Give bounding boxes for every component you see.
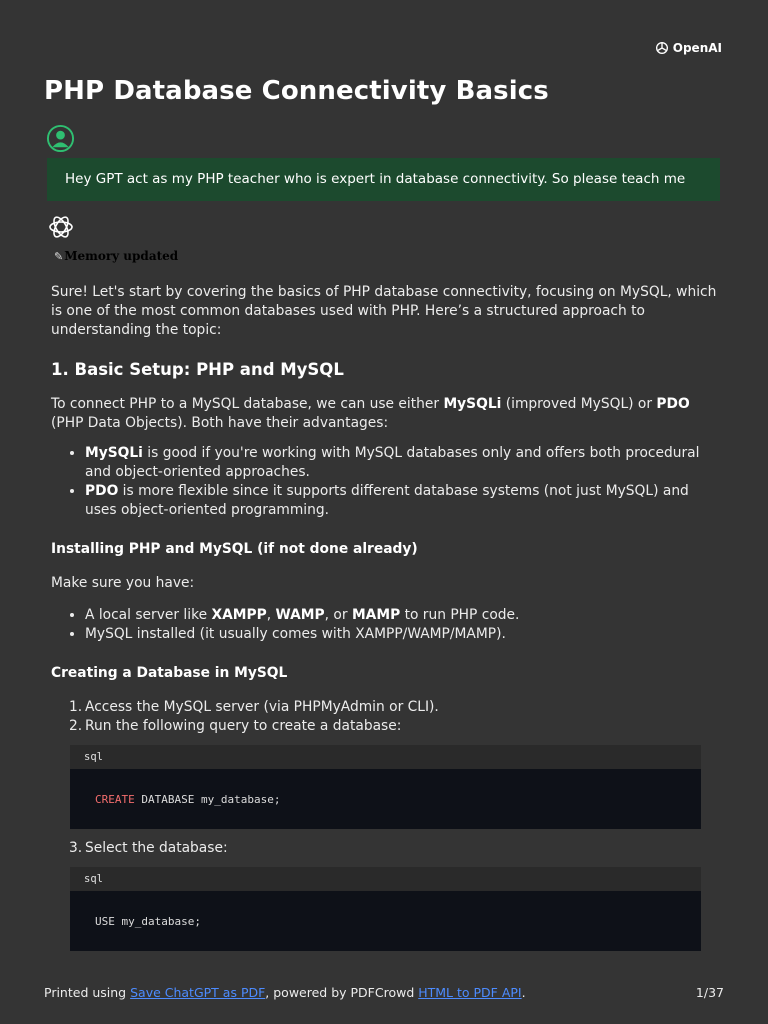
text: (PHP Data Objects). Both have their advantages: bbox=[51, 415, 389, 431]
pencil-icon: ✎ bbox=[54, 249, 64, 263]
text: , powered by PDFCrowd bbox=[265, 985, 419, 1000]
code-block bbox=[70, 745, 701, 829]
bold-text: MySQLi bbox=[85, 445, 143, 461]
bold-text: PDO bbox=[85, 483, 119, 499]
save-chatgpt-pdf-link[interactable]: Save ChatGPT as PDF bbox=[130, 985, 266, 1000]
text: A local server like bbox=[85, 607, 212, 623]
list-number: 1. bbox=[69, 699, 83, 715]
advantages-list bbox=[51, 444, 719, 520]
connect-paragraph bbox=[51, 395, 719, 433]
requirements-list bbox=[51, 606, 719, 644]
bold-text: PDO bbox=[656, 396, 690, 412]
bold-text: XAMPP bbox=[211, 607, 267, 623]
code-text: DATABASE my_database; bbox=[134, 793, 281, 806]
list-item bbox=[69, 717, 719, 829]
text: to run PHP code. bbox=[400, 607, 520, 623]
subheading-create: Creating a Database in MySQL bbox=[51, 665, 288, 681]
list-item: • MySQL installed (it usually comes with XAMPP/WAMP/MAMP). bbox=[85, 625, 719, 644]
text: To connect PHP to a MySQL database, we can use either bbox=[51, 396, 444, 412]
text: is more flexible since it supports different database systems (not just MySQL) and uses object-oriented programming. bbox=[85, 483, 689, 518]
bold-text: MySQLi bbox=[443, 396, 502, 412]
code-language-label: sql bbox=[70, 745, 701, 769]
brand-name: OpenAI bbox=[672, 41, 722, 55]
text: , or bbox=[324, 607, 352, 623]
list-item bbox=[69, 839, 719, 951]
page-title: PHP Database Connectivity Basics bbox=[44, 76, 549, 106]
html-to-pdf-api-link[interactable]: HTML to PDF API bbox=[418, 985, 522, 1000]
footer bbox=[44, 985, 724, 1000]
memory-updated-notice bbox=[54, 249, 178, 263]
subheading-install: Installing PHP and MySQL (if not done already) bbox=[51, 541, 418, 557]
openai-logo-icon bbox=[654, 40, 670, 56]
section-heading-setup: 1. Basic Setup: PHP and MySQL bbox=[51, 360, 344, 379]
text: Printed using bbox=[44, 985, 131, 1000]
make-sure-paragraph: Make sure you have: bbox=[51, 575, 195, 591]
chatgpt-logo-icon bbox=[47, 213, 75, 241]
text: . bbox=[521, 985, 526, 1000]
code-content[interactable] bbox=[70, 891, 701, 951]
user-avatar-icon bbox=[46, 124, 75, 153]
code-block bbox=[70, 867, 701, 951]
code-content[interactable] bbox=[70, 769, 701, 829]
bold-text: MAMP bbox=[351, 607, 401, 623]
intro-paragraph: Sure! Let's start by covering the basics of PHP database connectivity, focusing on MySQL, which is one of the most common databases used with PHP. Here’s a structured approach to understanding the topic: bbox=[51, 284, 717, 338]
memory-label: Memory updated bbox=[64, 249, 179, 263]
text: Select the database: bbox=[85, 840, 228, 856]
user-message: Hey GPT act as my PHP teacher who is expert in database connectivity. So please teach me bbox=[47, 158, 720, 201]
text: is good if you're working with MySQL databases only and offers both procedural and object-oriented approaches. bbox=[85, 445, 700, 480]
text: Run the following query to create a database: bbox=[85, 718, 402, 734]
text: (improved MySQL) or bbox=[501, 396, 657, 412]
list-number: 3. bbox=[69, 840, 83, 856]
bold-text: WAMP bbox=[275, 607, 325, 623]
list-item bbox=[69, 698, 719, 717]
code-text: USE my_database; bbox=[95, 915, 201, 928]
list-item bbox=[85, 482, 719, 520]
assistant-response bbox=[51, 283, 719, 960]
text: Access the MySQL server (via PHPMyAdmin or CLI). bbox=[85, 699, 439, 715]
code-language-label: sql bbox=[70, 867, 701, 891]
brand bbox=[654, 40, 722, 56]
list-item bbox=[85, 444, 719, 482]
footer-credit bbox=[44, 985, 526, 1000]
text: , bbox=[266, 607, 276, 623]
steps-list bbox=[51, 698, 719, 951]
sql-keyword: CREATE bbox=[95, 793, 135, 806]
list-item bbox=[85, 606, 719, 625]
page-number: 1/37 bbox=[695, 985, 724, 1000]
list-number: 2. bbox=[69, 718, 83, 734]
